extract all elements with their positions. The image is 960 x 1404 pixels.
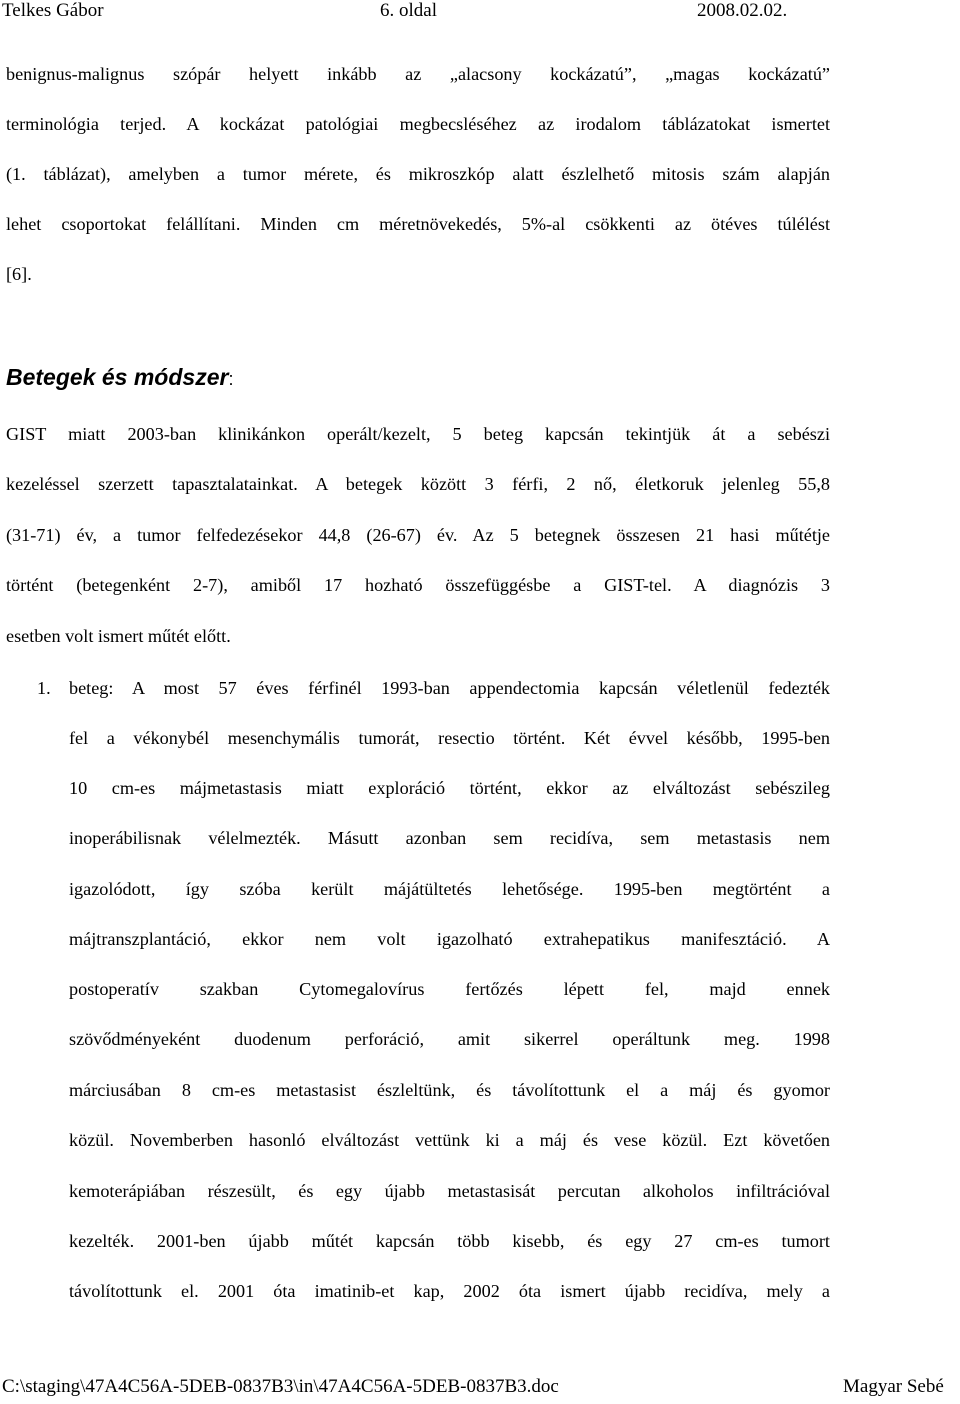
text-line: [6]. [6, 264, 32, 284]
text-line: fel a vékonybél mesenchymális tumorát, resectio történt. Két évvel később, 1995-ben [69, 728, 830, 748]
text-line: terminológia terjed. A kockázat patológiai megbecsléséhez az irodalom táblázatokat ismertet [6, 114, 830, 134]
text-line: benignus-malignus szópár helyett inkább az „alacsony kockázatú”, „magas kockázatú” [6, 64, 830, 84]
text-line: kezelték. 2001-ben újabb műtét kapcsán több kisebb, és egy 27 cm-es tumort [69, 1231, 830, 1251]
footer-user: Magyar Sebé [843, 1376, 944, 1397]
page-header [0, 0, 960, 30]
text-line: márciusában 8 cm-es metastasist észleltünk, és távolítottunk el a máj és gyomor [69, 1080, 830, 1100]
text-line: kezeléssel szerzett tapasztalatainkat. A betegek között 3 férfi, 2 nő, életkoruk jelenleg 55,8 [6, 474, 830, 494]
case-first-line-text: : A most 57 éves férfinél 1993-ban appendectomia kapcsán véletlenül fedezték [108, 678, 830, 698]
text-line: történt (betegenként 2-7), amiből 17 hozható összefüggésbe a GIST-tel. A diagnózis 3 [6, 575, 830, 595]
text-line: májtranszplantáció, ekkor nem volt igazolható extrahepatikus manifesztáció. A [69, 929, 830, 949]
footer-file-path: C:\staging\47A4C56A-5DEB-0837B3\in\47A4C56A-5DEB-0837B3.doc [2, 1376, 559, 1397]
text-line: távolítottunk el. 2001 óta imatinib-et kap, 2002 óta ismert újabb recidíva, mely a [69, 1281, 830, 1301]
section-heading-text: Betegek és módszer [6, 364, 229, 390]
case-number: 1. [37, 678, 51, 698]
section-heading [6, 362, 233, 394]
text-line: szövődményeként duodenum perforáció, amit sikerrel operáltunk meg. 1998 [69, 1029, 830, 1049]
text-line: 10 cm-es májmetastasis miatt exploráció történt, ekkor az elváltozást sebészileg [69, 778, 830, 798]
page-footer [0, 1374, 960, 1404]
text-line: postoperatív szakban Cytomegalovírus fertőzés lépett fel, majd ennek [69, 979, 830, 999]
text-line: kemoterápiában részesült, és egy újabb metastasisát percutan alkoholos infiltrációval [69, 1181, 830, 1201]
text-line: (31-71) év, a tumor felfedezésekor 44,8 (26-67) év. Az 5 betegnek összesen 21 hasi műtétje [6, 525, 830, 545]
case-first-line [69, 676, 830, 700]
text-line: esetben volt ismert műtét előtt. [6, 626, 231, 646]
text-line: inoperábilisnak vélelmezték. Másutt azonban sem recidíva, sem metastasis nem [69, 828, 830, 848]
text-line: GIST miatt 2003-ban klinikánkon operált/kezelt, 5 beteg kapcsán tekintjük át a sebészi [6, 424, 830, 444]
header-date: 2008.02.02. [697, 0, 788, 21]
header-author: Telkes Gábor [2, 0, 104, 21]
section-heading-colon: : [228, 369, 234, 389]
text-line: igazolódott, így szóba került májátültetés lehetősége. 1995-ben megtörtént a [69, 879, 830, 899]
text-line: (1. táblázat), amelyben a tumor mérete, és mikroszkóp alatt észlelhető mitosis szám alapján [6, 164, 830, 184]
text-line: lehet csoportokat felállítani. Minden cm méretnövekedés, 5%-al csökkenti az ötéves túlélést [6, 214, 830, 234]
text-line: közül. Novemberben hasonló elváltozást vettünk ki a máj és vese közül. Ezt követően [69, 1130, 830, 1150]
case-label: beteg [69, 678, 109, 698]
header-page-number: 6. oldal [380, 0, 437, 21]
